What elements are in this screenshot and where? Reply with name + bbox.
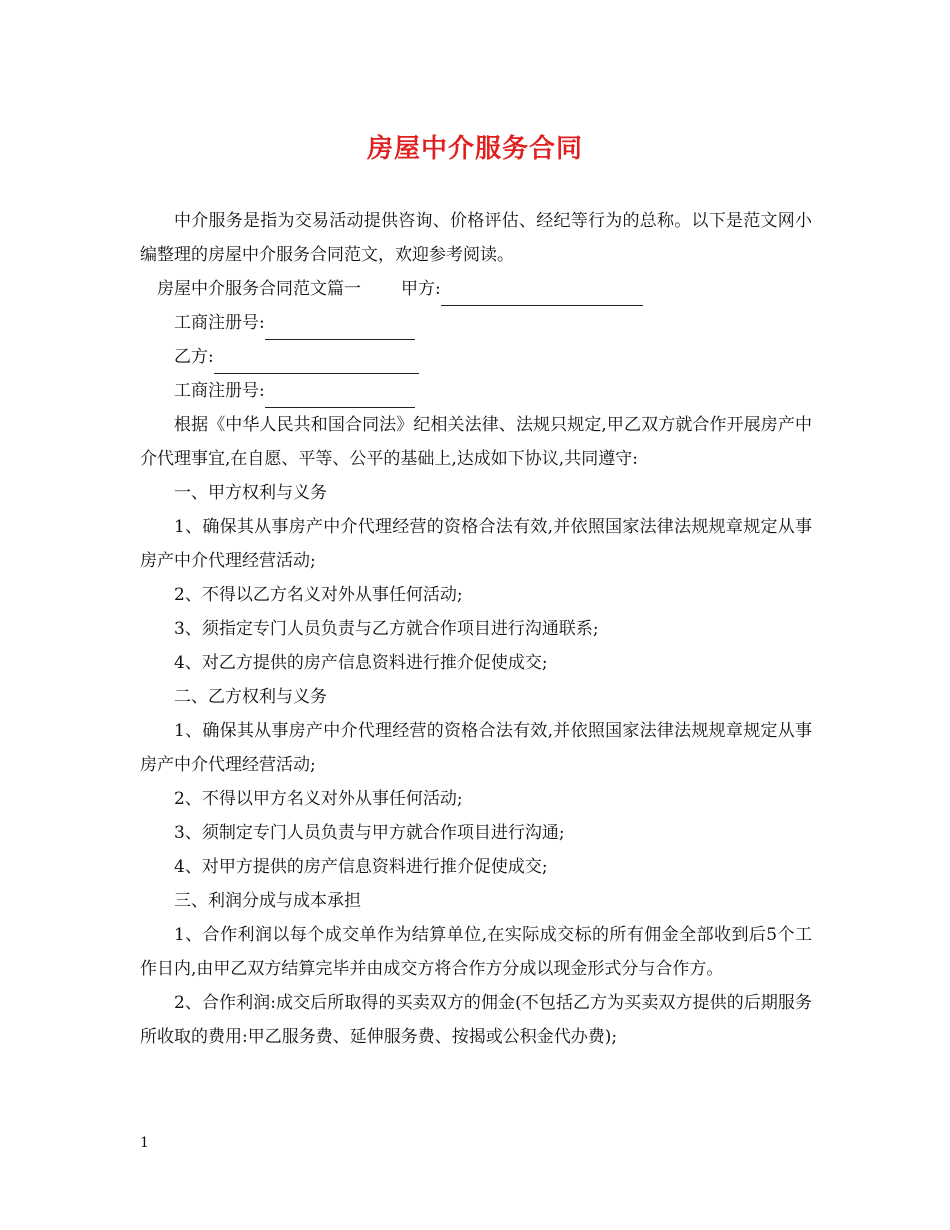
party-b-blank xyxy=(214,349,419,374)
section-1-item: 3、须指定专门人员负责与乙方就合作项目进行沟通联系; xyxy=(174,619,599,639)
party-a-reg-label: 工商注册号: xyxy=(174,313,265,333)
section-1-item: 4、对乙方提供的房产信息资料进行推介促使成交; xyxy=(174,653,548,673)
party-b-reg-label: 工商注册号: xyxy=(174,381,265,401)
section-2-item: 3、须制定专门人员负责与甲方就合作项目进行沟通; xyxy=(174,823,565,843)
document-title: 房屋中介服务合同 xyxy=(366,134,583,164)
party-b-label: 乙方: xyxy=(174,347,214,367)
party-a-reg-blank xyxy=(265,315,415,340)
intro-paragraph: 中介服务是指为交易活动提供咨询、价格评估、经纪等行为的总称。以下是范文网小编整理的房屋中介服务合同范文，欢迎参考阅读。 xyxy=(140,211,812,265)
party-a-label: 甲方: xyxy=(401,279,441,299)
party-b-line xyxy=(140,340,812,374)
party-a-reg-line xyxy=(140,306,812,340)
section-1-item: 2、不得以乙方名义对外从事任何活动; xyxy=(174,585,463,605)
section-1-title: 一、甲方权利与义务 xyxy=(174,483,327,503)
sample-heading: 房屋中介服务合同范文篇一 xyxy=(157,279,361,299)
section-2-item: 2、不得以甲方名义对外从事任何活动; xyxy=(174,789,463,809)
party-b-reg-line xyxy=(140,374,812,408)
section-1-item: 1、确保其从事房产中介代理经营的资格合法有效,并依照国家法律法规规章规定从事房产中介代理经营活动; xyxy=(140,517,812,571)
document-body xyxy=(140,204,812,1054)
section-3-item: 2、合作利润:成交后所取得的买卖双方的佣金(不包括乙方为买卖双方提供的后期服务所收取的费用:甲乙服务费、延伸服务费、按揭或公积金代办费); xyxy=(140,993,812,1047)
section-3-title: 三、利润分成与成本承担 xyxy=(174,891,361,911)
party-a-line xyxy=(140,272,812,306)
section-2-item: 4、对甲方提供的房产信息资料进行推介促使成交; xyxy=(174,857,548,877)
section-3-item: 1、合作利润以每个成交单作为结算单位,在实际成交标的所有佣金全部收到后5个工作日内,由甲乙双方结算完毕并由成交方将合作方分成以现金形式分与合作方。 xyxy=(140,925,812,979)
preamble-paragraph: 根据《中华人民共和国合同法》纪相关法律、法规只规定,甲乙双方就合作开展房产中介代理事宜,在自愿、平等、公平的基础上,达成如下协议,共同遵守: xyxy=(140,415,812,469)
party-b-reg-blank xyxy=(265,383,415,408)
page-number: 1 xyxy=(140,1135,149,1151)
section-2-item: 1、确保其从事房产中介代理经营的资格合法有效,并依照国家法律法规规章规定从事房产中介代理经营活动; xyxy=(140,721,812,775)
party-a-blank xyxy=(441,281,643,306)
section-2-title: 二、乙方权利与义务 xyxy=(174,687,327,707)
